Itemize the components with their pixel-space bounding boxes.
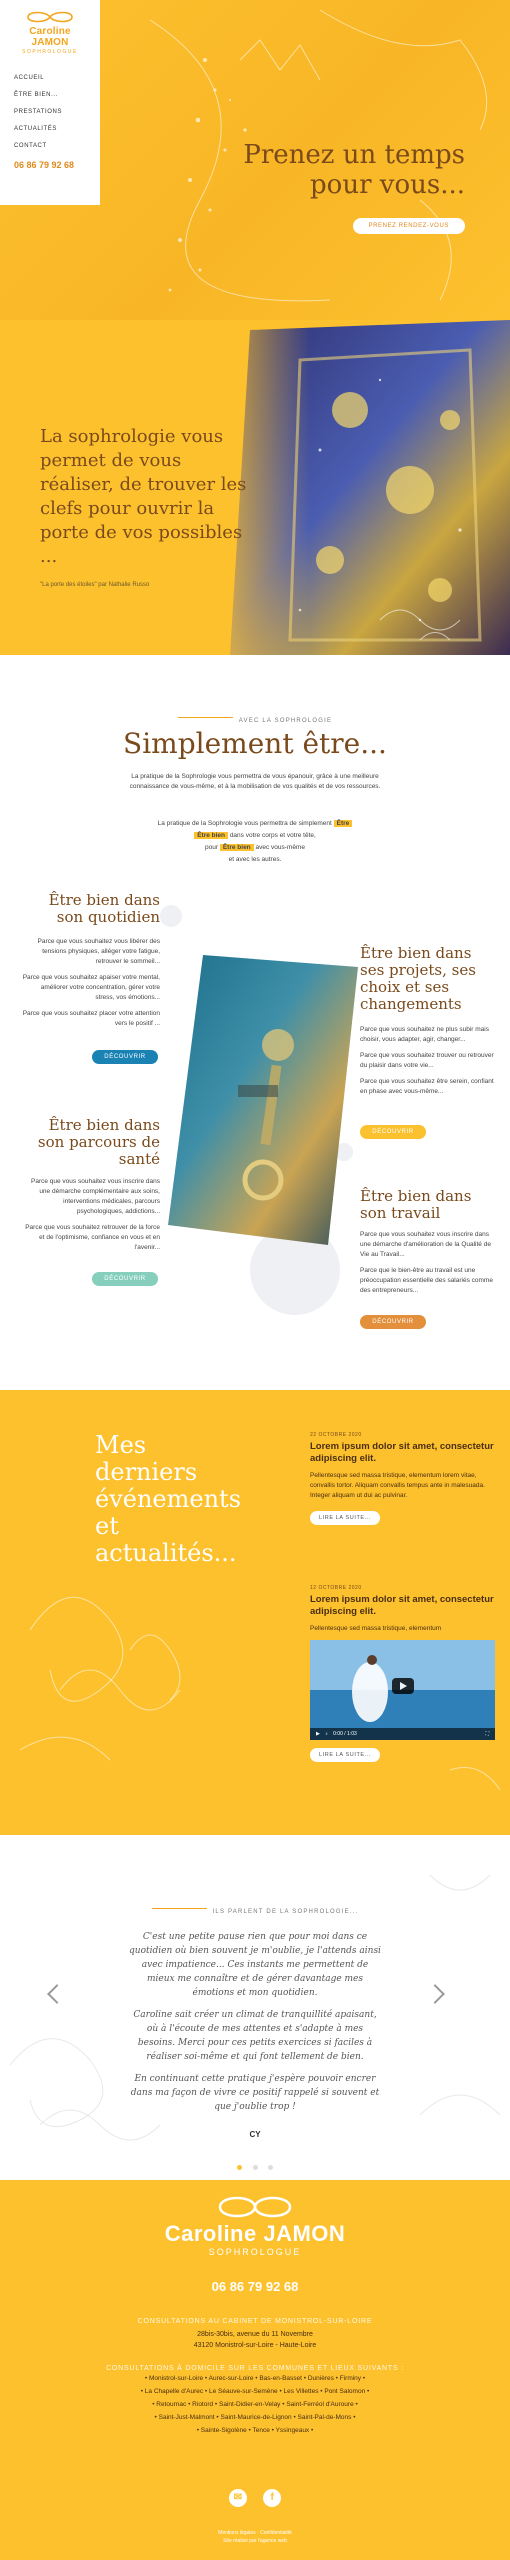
logo-name[interactable]: Caroline JAMON <box>29 26 71 48</box>
video-play-icon[interactable]: ▶ <box>316 1731 320 1737</box>
discover-button-sante[interactable]: DÉCOUVRIR <box>92 1272 158 1286</box>
address-line-1: 28bis-30bis, avenue du 11 Novembre <box>197 2331 313 2338</box>
label-line <box>152 1908 207 1909</box>
quote-paragraph: En continuant cette pratique j'espère pouvoir encrer dans ma façon de vivre ce positif rappelé si souvent et que j'oublie trop ! <box>130 2074 380 2112</box>
video-controls[interactable] <box>310 1728 495 1740</box>
highlight-etre-bien-2: Être bien <box>220 844 254 851</box>
nav-item-prestations[interactable]: PRESTATIONS <box>14 109 63 115</box>
label-line <box>178 717 233 718</box>
testimonial-section <box>0 1835 510 2180</box>
section-title: Simplement être... <box>123 727 387 760</box>
video-time: 0:00 / 1:03 <box>333 1731 357 1737</box>
deco-circle <box>160 905 182 927</box>
discover-button-travail[interactable]: DÉCOUVRIR <box>360 1315 426 1329</box>
block-title-projets: Être bien dans ses projets, ses choix et ses changements <box>360 944 476 1013</box>
block-para: Parce que vous souhaitez être serein, confiant en phase avec vous-même... <box>360 1078 494 1095</box>
testimonial-author: CY <box>249 2130 261 2139</box>
carousel-dot[interactable] <box>268 2165 273 2170</box>
footer-brand-name: Caroline JAMON <box>164 2221 346 2246</box>
event-text: Pellentesque sed massa tristique, elementum <box>310 1625 442 1632</box>
section-label: AVEC LA SOPHROLOGIE <box>238 718 333 724</box>
event-title[interactable]: Lorem ipsum dolor sit amet, consectetur adipiscing elit. <box>310 1594 494 1617</box>
cabinet-label: CONSULTATIONS AU CABINET DE MONISTROL-SUR-LOIRE <box>137 2318 373 2325</box>
legal-links[interactable]: Mentions légales · Confidentialité <box>218 2530 292 2536</box>
logo-subtitle: SOPHROLOGUE <box>22 49 78 55</box>
infinity-logo-icon <box>210 2193 300 2221</box>
towns-line: • Sainte-Sigolène • Tence • Yssingeaux • <box>196 2427 314 2434</box>
nav-item-accueil[interactable]: ACCUEIL <box>14 75 45 81</box>
main-nav <box>14 75 86 149</box>
nav-item-actualites[interactable]: ACTUALITÉS <box>14 126 58 132</box>
carousel-dot[interactable] <box>253 2165 258 2170</box>
site-header <box>0 0 100 205</box>
towns-line: • Monistrol-sur-Loire • Aurec-sur-Loire • Bas-en-Basset • Dunières • Firminy • <box>144 2375 366 2382</box>
section-label-row <box>0 709 510 727</box>
block-para: Parce que vous souhaitez apaiser votre mental, améliorer votre concentration, gérer votre stress, vos émotions... <box>22 974 160 1001</box>
video-volume-icon[interactable]: ♪ <box>325 1731 328 1737</box>
events-section <box>0 1390 510 1835</box>
door-text: La sophrologie vous permet de vous réaliser, de trouver les clefs pour ouvrir la porte de vos possibles ... <box>40 426 247 567</box>
block-text-travail <box>360 1230 500 1296</box>
etre-line-3: avec vous-même <box>255 844 305 851</box>
testimonial-quote <box>128 1930 382 2114</box>
highlight-etre: Être <box>334 820 353 827</box>
etre-pour: pour <box>205 844 219 851</box>
block-title-travail: Être bien dans son travail <box>360 1187 472 1222</box>
key-lock-image <box>168 955 358 1245</box>
footer-phone[interactable]: 06 86 79 92 68 <box>211 2279 299 2294</box>
towns-line: • La Chapelle d'Aurec • Le Séauve-sur-Semène • Les Villettes • Pont Salomon • <box>140 2388 370 2395</box>
block-para: Parce que vous souhaitez ne plus subir mais choisir, vous adapter, agir, changer... <box>360 1026 489 1043</box>
agency-credit[interactable]: Site réalisé par l'agence web <box>223 2538 287 2544</box>
play-icon[interactable] <box>392 1678 414 1694</box>
block-title-sante: Être bien dans son parcours de santé <box>37 1116 160 1168</box>
door-caption: "La porte des étoiles" par Nathalie Russo <box>40 582 150 588</box>
block-title-quotidien: Être bien dans son quotidien <box>48 891 160 926</box>
block-para: Parce que vous souhaitez placer votre attention vers le positif ... <box>22 1010 160 1027</box>
etre-line-2: dans votre corps et votre tête, <box>229 832 316 839</box>
facebook-icon[interactable]: f <box>263 2489 281 2507</box>
block-para: Parce que le bien-être au travail est une préoccupation essentielle des salariés comme des entrepreneurs... <box>360 1267 493 1294</box>
event-card <box>310 1585 495 1762</box>
discover-button-quotidien[interactable]: DÉCOUVRIR <box>92 1050 158 1064</box>
address-line-2: 43120 Monistrol-sur-Loire - Haute-Loire <box>193 2342 317 2349</box>
towns-line: • Saint-Just-Malmont • Saint-Maurice-de-Lignon • Saint-Pal-de-Mons • <box>154 2414 356 2421</box>
event-date: 12 OCTOBRE 2020 <box>310 1585 362 1591</box>
testimonial-label: ILS PARLENT DE LA SOPHROLOGIE... <box>212 1909 359 1915</box>
block-para: Parce que vous souhaitez retrouver de la force et de l'optimisme, confiance en vous et en l'avenir... <box>25 1224 160 1251</box>
block-para: Parce que vous souhaitez vous inscrire dans une démarche d'amélioration de la Qualité de Vie au Travail... <box>360 1231 491 1258</box>
towns-line: • Retournac • Riotord • Saint-Didier-en-Velay • Saint-Ferréol d'Auroure • <box>152 2401 358 2408</box>
hero-title: Prenez un temps pour vous... <box>243 140 465 200</box>
block-para: Parce que vous souhaitez vous inscrire dans une démarche complémentaire aux soins, interventions médicales, parcours psychologiques, addictions... <box>31 1178 160 1215</box>
play-triangle <box>400 1682 407 1690</box>
block-para: Parce que vous souhaitez vous libérer des tensions physiques, alléger votre fatigue, retrouver le sommeil... <box>37 938 160 965</box>
carousel-dots <box>0 2157 510 2175</box>
quote-paragraph: C'est une petite pause rien que pour moi dans ce quotidien où bien souvent je m'oublie, je l'attends ainsi avec impatience... Ces instants me permettent de mieux me connaître et de gérer davantage mes émotions et mon quotidien. <box>129 1932 381 1998</box>
home-visits-label: CONSULTATIONS À DOMICILE SUR LES COMMUNES ET LIEUX SUIVANTS : <box>106 2365 404 2372</box>
read-more-button[interactable]: LIRE LA SUITE... <box>310 1511 380 1525</box>
nav-item-contact[interactable]: CONTACT <box>14 143 47 149</box>
block-text-projets <box>360 1025 500 1097</box>
nav-phone[interactable]: 06 86 79 92 68 <box>14 160 75 170</box>
door-section <box>0 320 510 655</box>
block-text-quotidien <box>20 937 160 1029</box>
event-date: 22 OCTOBRE 2020 <box>310 1432 362 1438</box>
highlight-etre-bien-1: Être bien <box>194 832 228 839</box>
etre-line-1: La pratique de la Sophrologie vous permettra de simplement <box>157 820 332 827</box>
testimonial-label-row <box>0 1900 510 1918</box>
carousel-dot[interactable] <box>237 2165 242 2170</box>
discover-button-projets[interactable]: DÉCOUVRIR <box>360 1125 426 1139</box>
event-title[interactable]: Lorem ipsum dolor sit amet, consectetur adipiscing elit. <box>310 1441 494 1464</box>
email-icon[interactable]: ✉ <box>229 2489 247 2507</box>
appointment-button[interactable]: PRENEZ RENDEZ-VOUS <box>353 218 465 234</box>
block-para: Parce que vous souhaitez trouver ou retrouver du plaisir dans votre vie... <box>360 1052 494 1069</box>
simplement-section <box>0 655 510 1390</box>
etre-line-4: et avec les autres. <box>228 856 282 863</box>
video-fullscreen-icon[interactable]: ⛶ <box>485 1731 489 1737</box>
event-card <box>310 1432 495 1525</box>
infinity-logo-icon <box>20 10 80 24</box>
site-footer <box>0 2180 510 2560</box>
footer-brand-subtitle: SOPHROLOGUE <box>208 2247 302 2257</box>
block-text-sante <box>20 1177 160 1253</box>
nav-item-etre-bien[interactable]: ÊTRE BIEN... <box>14 92 58 98</box>
intro-text: La pratique de la Sophrologie vous permettra de vous épanouir, grâce à une meilleure connaissance de vous-même, et à la mobilisation de vos qualités et de vos ressources. <box>129 773 381 790</box>
quote-paragraph: Caroline sait créer un climat de tranquillité apaisant, où à l'écoute de mes attentes et s'adapte à mes besoins. Merci pour ces petits exercices si faciles à réaliser soi-même et qui font tellement de bien. <box>133 2010 377 2062</box>
events-title: Mes derniers événements et actualités... <box>95 1431 242 1567</box>
event-video[interactable] <box>310 1640 495 1740</box>
read-more-button[interactable]: LIRE LA SUITE... <box>310 1748 380 1762</box>
social-links <box>0 2487 510 2507</box>
event-text: Pellentesque sed massa tristique, elementum lorem vitae, convallis tortor. Aliquam convallis tempus ante in malesuada. Integer aliquam ut dui ac pulvinar. <box>310 1472 485 1499</box>
etre-text <box>110 818 400 866</box>
